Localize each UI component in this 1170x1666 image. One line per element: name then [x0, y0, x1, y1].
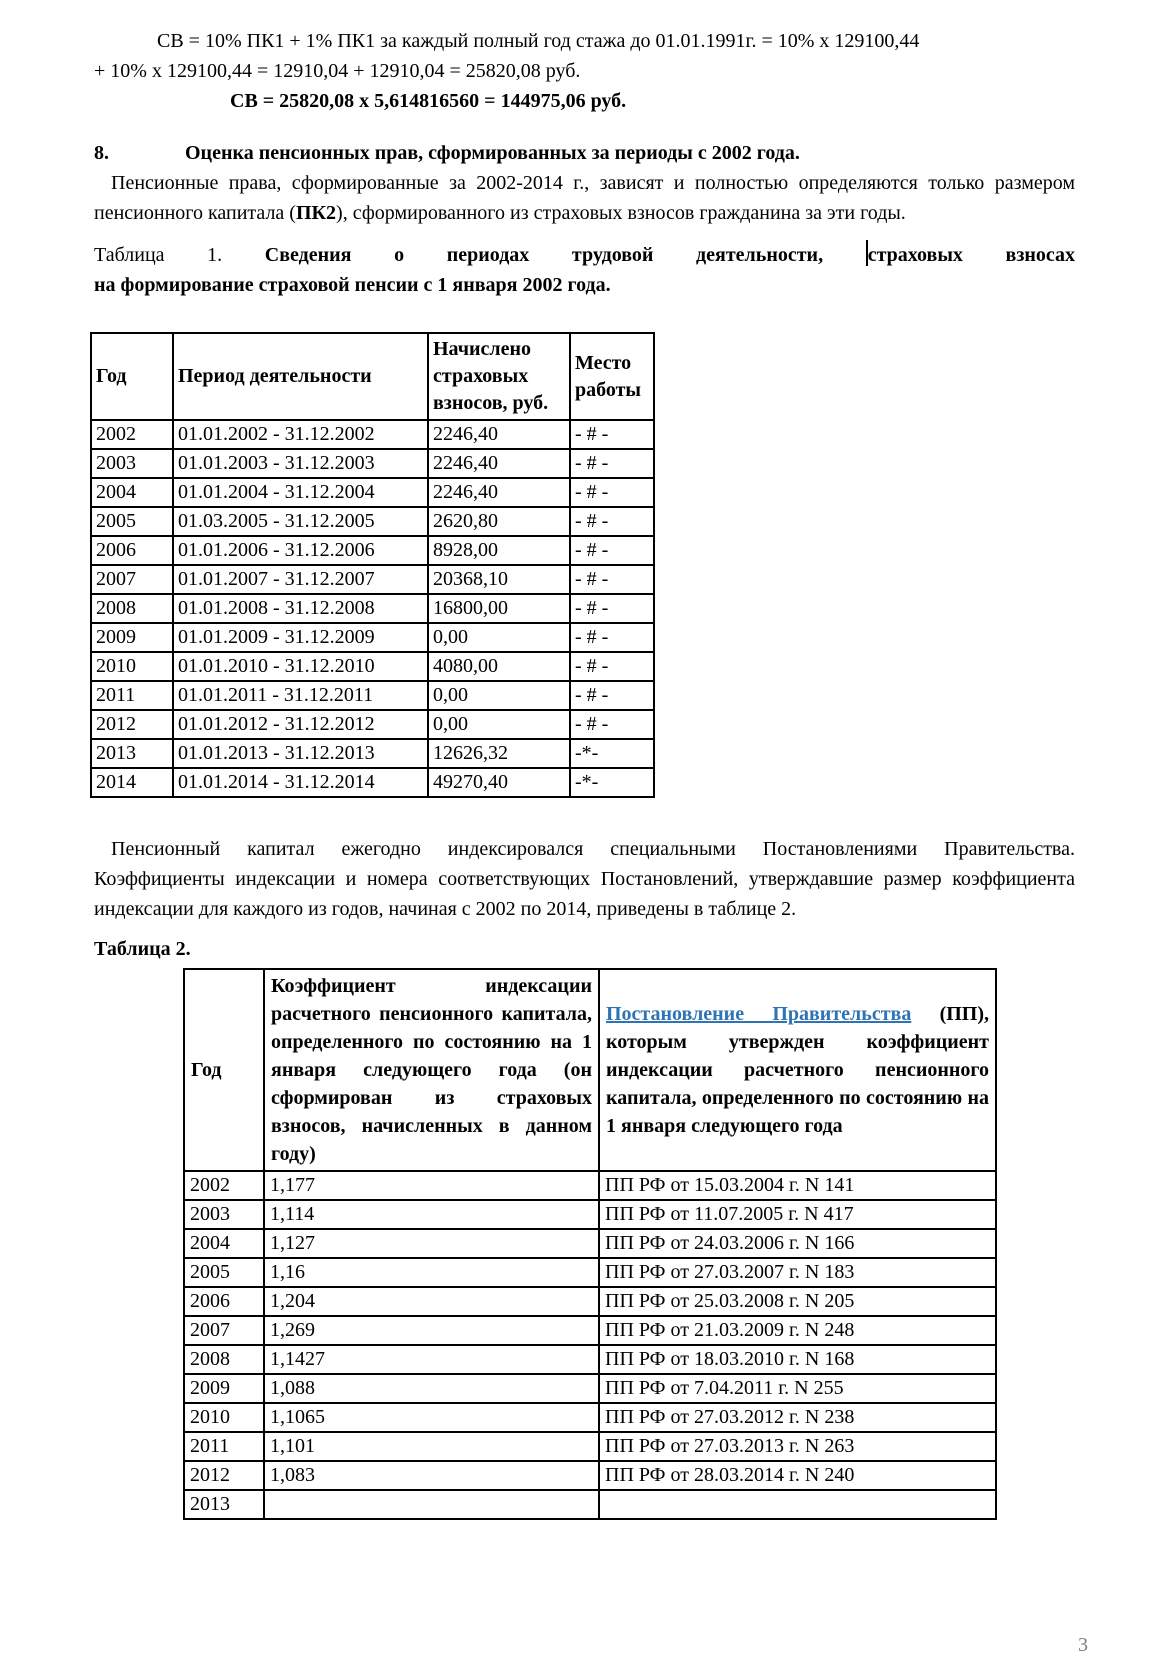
table-1-header-workplace: Место работы	[570, 333, 654, 420]
table-cell: 16800,00	[428, 594, 570, 623]
table-2-header-coefficient: Коэффициент индексации расчетного пенсионного капитала, определенного по состоянию на 1 января следующего года (он сформирован из страховых взносов, начисленных в данном году)	[264, 969, 599, 1171]
table-1	[90, 332, 655, 798]
table-cell: 01.01.2014 - 31.12.2014	[173, 768, 428, 797]
table-2-header-decree-text: (ПП), которым утвержден коэффициент индексации расчетного пенсионного капитала, определенного по состоянию на 1 января следующего года	[606, 1003, 989, 1137]
formula-result: СВ = 25820,08 х 5,614816560 = 144975,06 руб.	[230, 90, 627, 112]
table-cell: 1,269	[264, 1316, 599, 1345]
table-cell: 8928,00	[428, 536, 570, 565]
table-1-caption-label: Таблица 1.	[94, 244, 223, 266]
table-cell: ПП РФ от 18.03.2010 г. N 168	[599, 1345, 996, 1374]
table-cell: - # -	[570, 449, 654, 478]
table-cell: 2008	[91, 594, 173, 623]
table-cell: - # -	[570, 623, 654, 652]
paragraph-text-end: ), сформированного из страховых взносов гражданина за эти годы.	[336, 202, 906, 224]
table-cell: ПП РФ от 27.03.2007 г. N 183	[599, 1258, 996, 1287]
table-cell: 4080,00	[428, 652, 570, 681]
table-row	[184, 1403, 996, 1432]
table-row	[91, 739, 654, 768]
section-8-number: 8.	[94, 142, 109, 164]
table-row	[91, 681, 654, 710]
table-cell: 2007	[91, 565, 173, 594]
table-cell: ПП РФ от 7.04.2011 г. N 255	[599, 1374, 996, 1403]
table-cell: 2246,40	[428, 478, 570, 507]
indexation-paragraph: Пенсионный капитал ежегодно индексировался специальными Постановлениями Правительства. Коэффициенты индексации и номера соответствующих Постановлений, утверждавшие размер коэффициента индексации для каждого из годов, начиная с 2002 по 2014, приведены в таблице 2.	[94, 838, 1075, 920]
formula-line-1: СВ = 10% ПК1 + 1% ПК1 за каждый полный год стажа до 01.01.1991г. = 10% х 129100,44	[157, 30, 920, 52]
government-decree-link[interactable]: Постановление Правительства	[606, 1003, 912, 1025]
table-cell: ПП РФ от 15.03.2004 г. N 141	[599, 1171, 996, 1200]
table-1-caption-text-b: страховых взносах	[867, 244, 1076, 266]
table-cell: 1,204	[264, 1287, 599, 1316]
section-8-paragraph	[94, 168, 1075, 228]
table-2-header-decree	[599, 969, 996, 1171]
table-row	[91, 536, 654, 565]
table-1-caption-line-1	[94, 240, 1075, 270]
table-row	[91, 652, 654, 681]
table-cell: 01.01.2003 - 31.12.2003	[173, 449, 428, 478]
formula-line-2: + 10% х 129100,44 = 12910,04 + 12910,04 = 25820,08 руб.	[94, 60, 581, 82]
table-cell: 0,00	[428, 681, 570, 710]
table-row	[184, 1374, 996, 1403]
table-row	[184, 1200, 996, 1229]
table-cell: 0,00	[428, 710, 570, 739]
table-row	[91, 594, 654, 623]
table-row	[184, 1461, 996, 1490]
table-row	[91, 768, 654, 797]
table-cell: ПП РФ от 11.07.2005 г. N 417	[599, 1200, 996, 1229]
table-cell: 2010	[91, 652, 173, 681]
table-row	[184, 1258, 996, 1287]
table-cell: 2008	[184, 1345, 264, 1374]
table-cell: 01.01.2012 - 31.12.2012	[173, 710, 428, 739]
table-row	[184, 1171, 996, 1200]
table-cell: - # -	[570, 652, 654, 681]
table-cell: 01.01.2008 - 31.12.2008	[173, 594, 428, 623]
table-2-header-year: Год	[184, 969, 264, 1171]
table-2	[183, 968, 997, 1520]
table-cell: 1,16	[264, 1258, 599, 1287]
table-cell: - # -	[570, 478, 654, 507]
table-cell: 2014	[91, 768, 173, 797]
table-cell: 2246,40	[428, 420, 570, 449]
table-1-header-year: Год	[91, 333, 173, 420]
table-cell: -*-	[570, 739, 654, 768]
table-cell: - # -	[570, 681, 654, 710]
table-cell: ПП РФ от 21.03.2009 г. N 248	[599, 1316, 996, 1345]
table-cell: 20368,10	[428, 565, 570, 594]
table-cell: - # -	[570, 420, 654, 449]
table-cell: 2009	[91, 623, 173, 652]
table-cell: ПП РФ от 27.03.2012 г. N 238	[599, 1403, 996, 1432]
table-1-header-period: Период деятельности	[173, 333, 428, 420]
table-cell: 01.01.2009 - 31.12.2009	[173, 623, 428, 652]
table-cell: ПП РФ от 28.03.2014 г. N 240	[599, 1461, 996, 1490]
table-row	[91, 420, 654, 449]
table-cell: 2005	[184, 1258, 264, 1287]
table-cell: 2009	[184, 1374, 264, 1403]
table-cell: - # -	[570, 594, 654, 623]
table-row	[91, 507, 654, 536]
table-row	[184, 1345, 996, 1374]
section-8-heading	[94, 138, 1075, 168]
table-cell	[599, 1490, 996, 1519]
table-cell: 01.01.2013 - 31.12.2013	[173, 739, 428, 768]
table-row	[184, 1316, 996, 1345]
table-cell: 01.01.2004 - 31.12.2004	[173, 478, 428, 507]
table-cell: - # -	[570, 710, 654, 739]
table-cell: 2002	[184, 1171, 264, 1200]
table-cell	[264, 1490, 599, 1519]
table-cell: 01.01.2010 - 31.12.2010	[173, 652, 428, 681]
table-cell: 2004	[184, 1229, 264, 1258]
table-cell: 2006	[184, 1287, 264, 1316]
table-cell: 2011	[91, 681, 173, 710]
table-row	[184, 1490, 996, 1519]
table-cell: 2246,40	[428, 449, 570, 478]
table-cell: 2010	[184, 1403, 264, 1432]
table-row	[184, 1287, 996, 1316]
table-2-caption: Таблица 2.	[94, 938, 191, 960]
table-cell: 1,114	[264, 1200, 599, 1229]
table-2-header-row	[184, 969, 996, 1171]
table-cell: ПП РФ от 25.03.2008 г. N 205	[599, 1287, 996, 1316]
table-row	[91, 623, 654, 652]
table-cell: 01.01.2006 - 31.12.2006	[173, 536, 428, 565]
section-8-title: Оценка пенсионных прав, сформированных за периоды с 2002 года.	[185, 142, 800, 164]
table-cell: 2007	[184, 1316, 264, 1345]
table-cell: 01.01.2011 - 31.12.2011	[173, 681, 428, 710]
table-cell: 2013	[91, 739, 173, 768]
pk2-bold: ПК2	[295, 202, 337, 224]
table-cell: ПП РФ от 27.03.2013 г. N 263	[599, 1432, 996, 1461]
table-cell: 2013	[184, 1490, 264, 1519]
table-cell: 2003	[91, 449, 173, 478]
table-row	[184, 1229, 996, 1258]
table-row	[91, 710, 654, 739]
table-cell: 2005	[91, 507, 173, 536]
table-row	[91, 449, 654, 478]
table-cell: 2012	[184, 1461, 264, 1490]
table-row	[184, 1432, 996, 1461]
table-cell: 1,127	[264, 1229, 599, 1258]
table-cell: - # -	[570, 536, 654, 565]
table-cell: 2011	[184, 1432, 264, 1461]
page-number: 3	[1078, 1634, 1088, 1656]
table-1-caption-line-2: на формирование страховой пенсии с 1 января 2002 года.	[94, 274, 611, 296]
table-cell: 1,1427	[264, 1345, 599, 1374]
table-cell: 2004	[91, 478, 173, 507]
table-cell: 2620,80	[428, 507, 570, 536]
table-cell: 2003	[184, 1200, 264, 1229]
table-cell: 49270,40	[428, 768, 570, 797]
paragraph-text-start: Пенсионные права, сформированные за 2002-2014 г., зависят и полностью определяются только размером пенсионного капитала (	[94, 172, 1075, 224]
table-cell: 2002	[91, 420, 173, 449]
table-cell: 2006	[91, 536, 173, 565]
table-cell: 01.03.2005 - 31.12.2005	[173, 507, 428, 536]
table-cell: - # -	[570, 507, 654, 536]
table-1-caption	[94, 240, 1075, 300]
table-cell: 1,088	[264, 1374, 599, 1403]
table-row	[91, 478, 654, 507]
table-cell: - # -	[570, 565, 654, 594]
table-cell: 01.01.2007 - 31.12.2007	[173, 565, 428, 594]
table-1-header-row	[91, 333, 654, 420]
table-cell: 1,1065	[264, 1403, 599, 1432]
table-cell: 2012	[91, 710, 173, 739]
table-1-caption-text-a: Сведения о периодах трудовой деятельности,	[264, 244, 824, 266]
table-cell: ПП РФ от 24.03.2006 г. N 166	[599, 1229, 996, 1258]
table-row	[91, 565, 654, 594]
table-cell: 1,101	[264, 1432, 599, 1461]
table-cell: 1,177	[264, 1171, 599, 1200]
table-1-header-contributions: Начислено страховых взносов, руб.	[428, 333, 570, 420]
table-cell: 12626,32	[428, 739, 570, 768]
table-cell: 1,083	[264, 1461, 599, 1490]
table-cell: 01.01.2002 - 31.12.2002	[173, 420, 428, 449]
table-cell: 0,00	[428, 623, 570, 652]
table-cell: -*-	[570, 768, 654, 797]
